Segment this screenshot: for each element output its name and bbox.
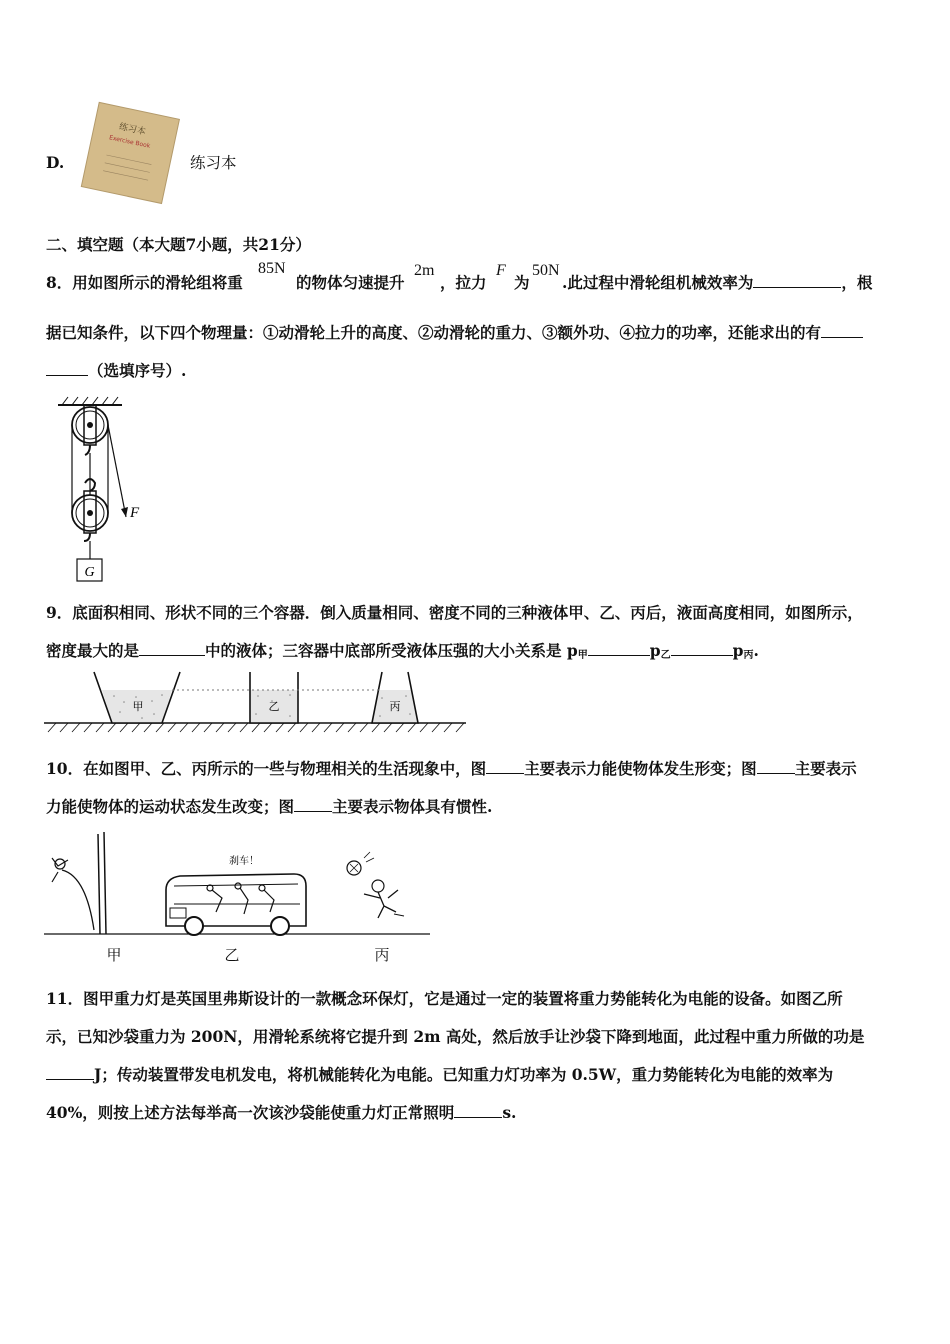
q8-line3: （选填序号）. <box>46 360 186 382</box>
q9-blank-density[interactable] <box>139 641 205 656</box>
q11-line4: 40%，则按上述方法每举高一次该沙袋能使重力灯正常照明 s. <box>46 1103 517 1122</box>
exercise-book-image <box>76 100 186 200</box>
q10-line2: 力能使物体的运动状态发生改变；图 主要表示物体具有惯性. <box>46 797 493 816</box>
q8-text-3: ，拉力 <box>440 273 487 292</box>
q11-line2: 示，已知沙袋重力为 200N，用滑轮系统将它提升到 2m 高处，然后放手让沙袋下降到地面，此过程中重力所做的功是 <box>46 1027 865 1046</box>
q8-text-4: 为 <box>514 273 530 292</box>
caption-yi: 乙 <box>224 946 240 964</box>
option-d-letter: D. <box>46 153 65 172</box>
q10-blank-deformation[interactable] <box>486 759 524 774</box>
q10-blank-inertia[interactable] <box>294 797 332 812</box>
q11-line3: J；传动装置带发电机发电，将机械能转化为电能。已知重力灯功率为 0.5W，重力势能转化为电能的效率为 <box>46 1064 833 1086</box>
option-d-label: 练习本 <box>190 154 237 172</box>
section-heading: 二、填空题（本大题7小题，共21分） <box>46 235 311 254</box>
container-jia-label: 甲 <box>132 700 144 713</box>
q8-height-value: 2m <box>414 262 435 279</box>
bus-brake-sign: 刹车！ <box>229 856 259 867</box>
pulley-weight-label: G <box>84 565 95 580</box>
q8-weight-value: 85N <box>258 260 286 277</box>
q11-blank-work[interactable] <box>46 1065 94 1080</box>
q8-blank-quantities-b[interactable] <box>46 361 88 376</box>
q8-text-2: 的物体匀速提升 <box>296 273 405 292</box>
q8-line2: 据已知条件，以下四个物理量：①动滑轮上升的高度、②动滑轮的重力、③额外功、④拉力的功率，还能求出的有 <box>46 322 863 344</box>
q9-line2: 密度最大的是 中的液体；三容器中底部所受液体压强的大小关系是 $p_甲$ $p_乙$ $p_丙$. <box>46 641 759 661</box>
figure-bing-kick-ball <box>347 852 404 918</box>
life-phenomena-figure <box>44 828 434 938</box>
book-cover-subtitle: Exercise Book <box>108 134 151 150</box>
q10-line1: 10．在如图甲、乙、丙所示的一些与物理相关的生活现象中，图 主要表示力能使物体发生形变；图 主要表示 <box>46 759 857 778</box>
q9-line1: 9．底面积相同、形状不同的三个容器．倒入质量相同、密度不同的三种液体甲、乙、丙后，液面高度相同，如图所示， <box>46 603 863 622</box>
q8-blank-quantities-a[interactable] <box>821 323 863 338</box>
container-yi-label: 乙 <box>268 700 280 713</box>
q11-line1: 11．图甲重力灯是英国里弗斯设计的一款概念环保灯，它是通过一定的装置将重力势能转化为电能的设备。如图乙所 <box>46 989 843 1008</box>
book-cover-title: 练习本 <box>117 122 147 138</box>
q8-blank-efficiency[interactable] <box>753 273 841 288</box>
caption-jia: 甲 <box>106 946 122 964</box>
q9-blank-compare-2[interactable] <box>671 641 733 656</box>
q8-force-symbol: F <box>496 262 506 279</box>
q9-blank-compare-1[interactable] <box>588 641 650 656</box>
q10-blank-motion[interactable] <box>757 759 795 774</box>
caption-bing: 丙 <box>374 946 390 964</box>
q8-line1: 8．用如图所示的滑轮组将重 <box>46 273 243 292</box>
figure-yi-bus-braking <box>166 854 306 935</box>
pulley-force-label: F <box>130 505 140 521</box>
figure-jia-bending-pole <box>52 832 106 934</box>
q8-text-5: .此过程中滑轮组机械效率为 ，根 <box>562 273 873 292</box>
pulley-system-figure <box>52 395 162 585</box>
three-containers-figure <box>44 668 474 738</box>
container-bing-label: 丙 <box>389 700 401 713</box>
q8-force-value: 50N <box>532 262 560 279</box>
q11-blank-time[interactable] <box>454 1103 502 1118</box>
